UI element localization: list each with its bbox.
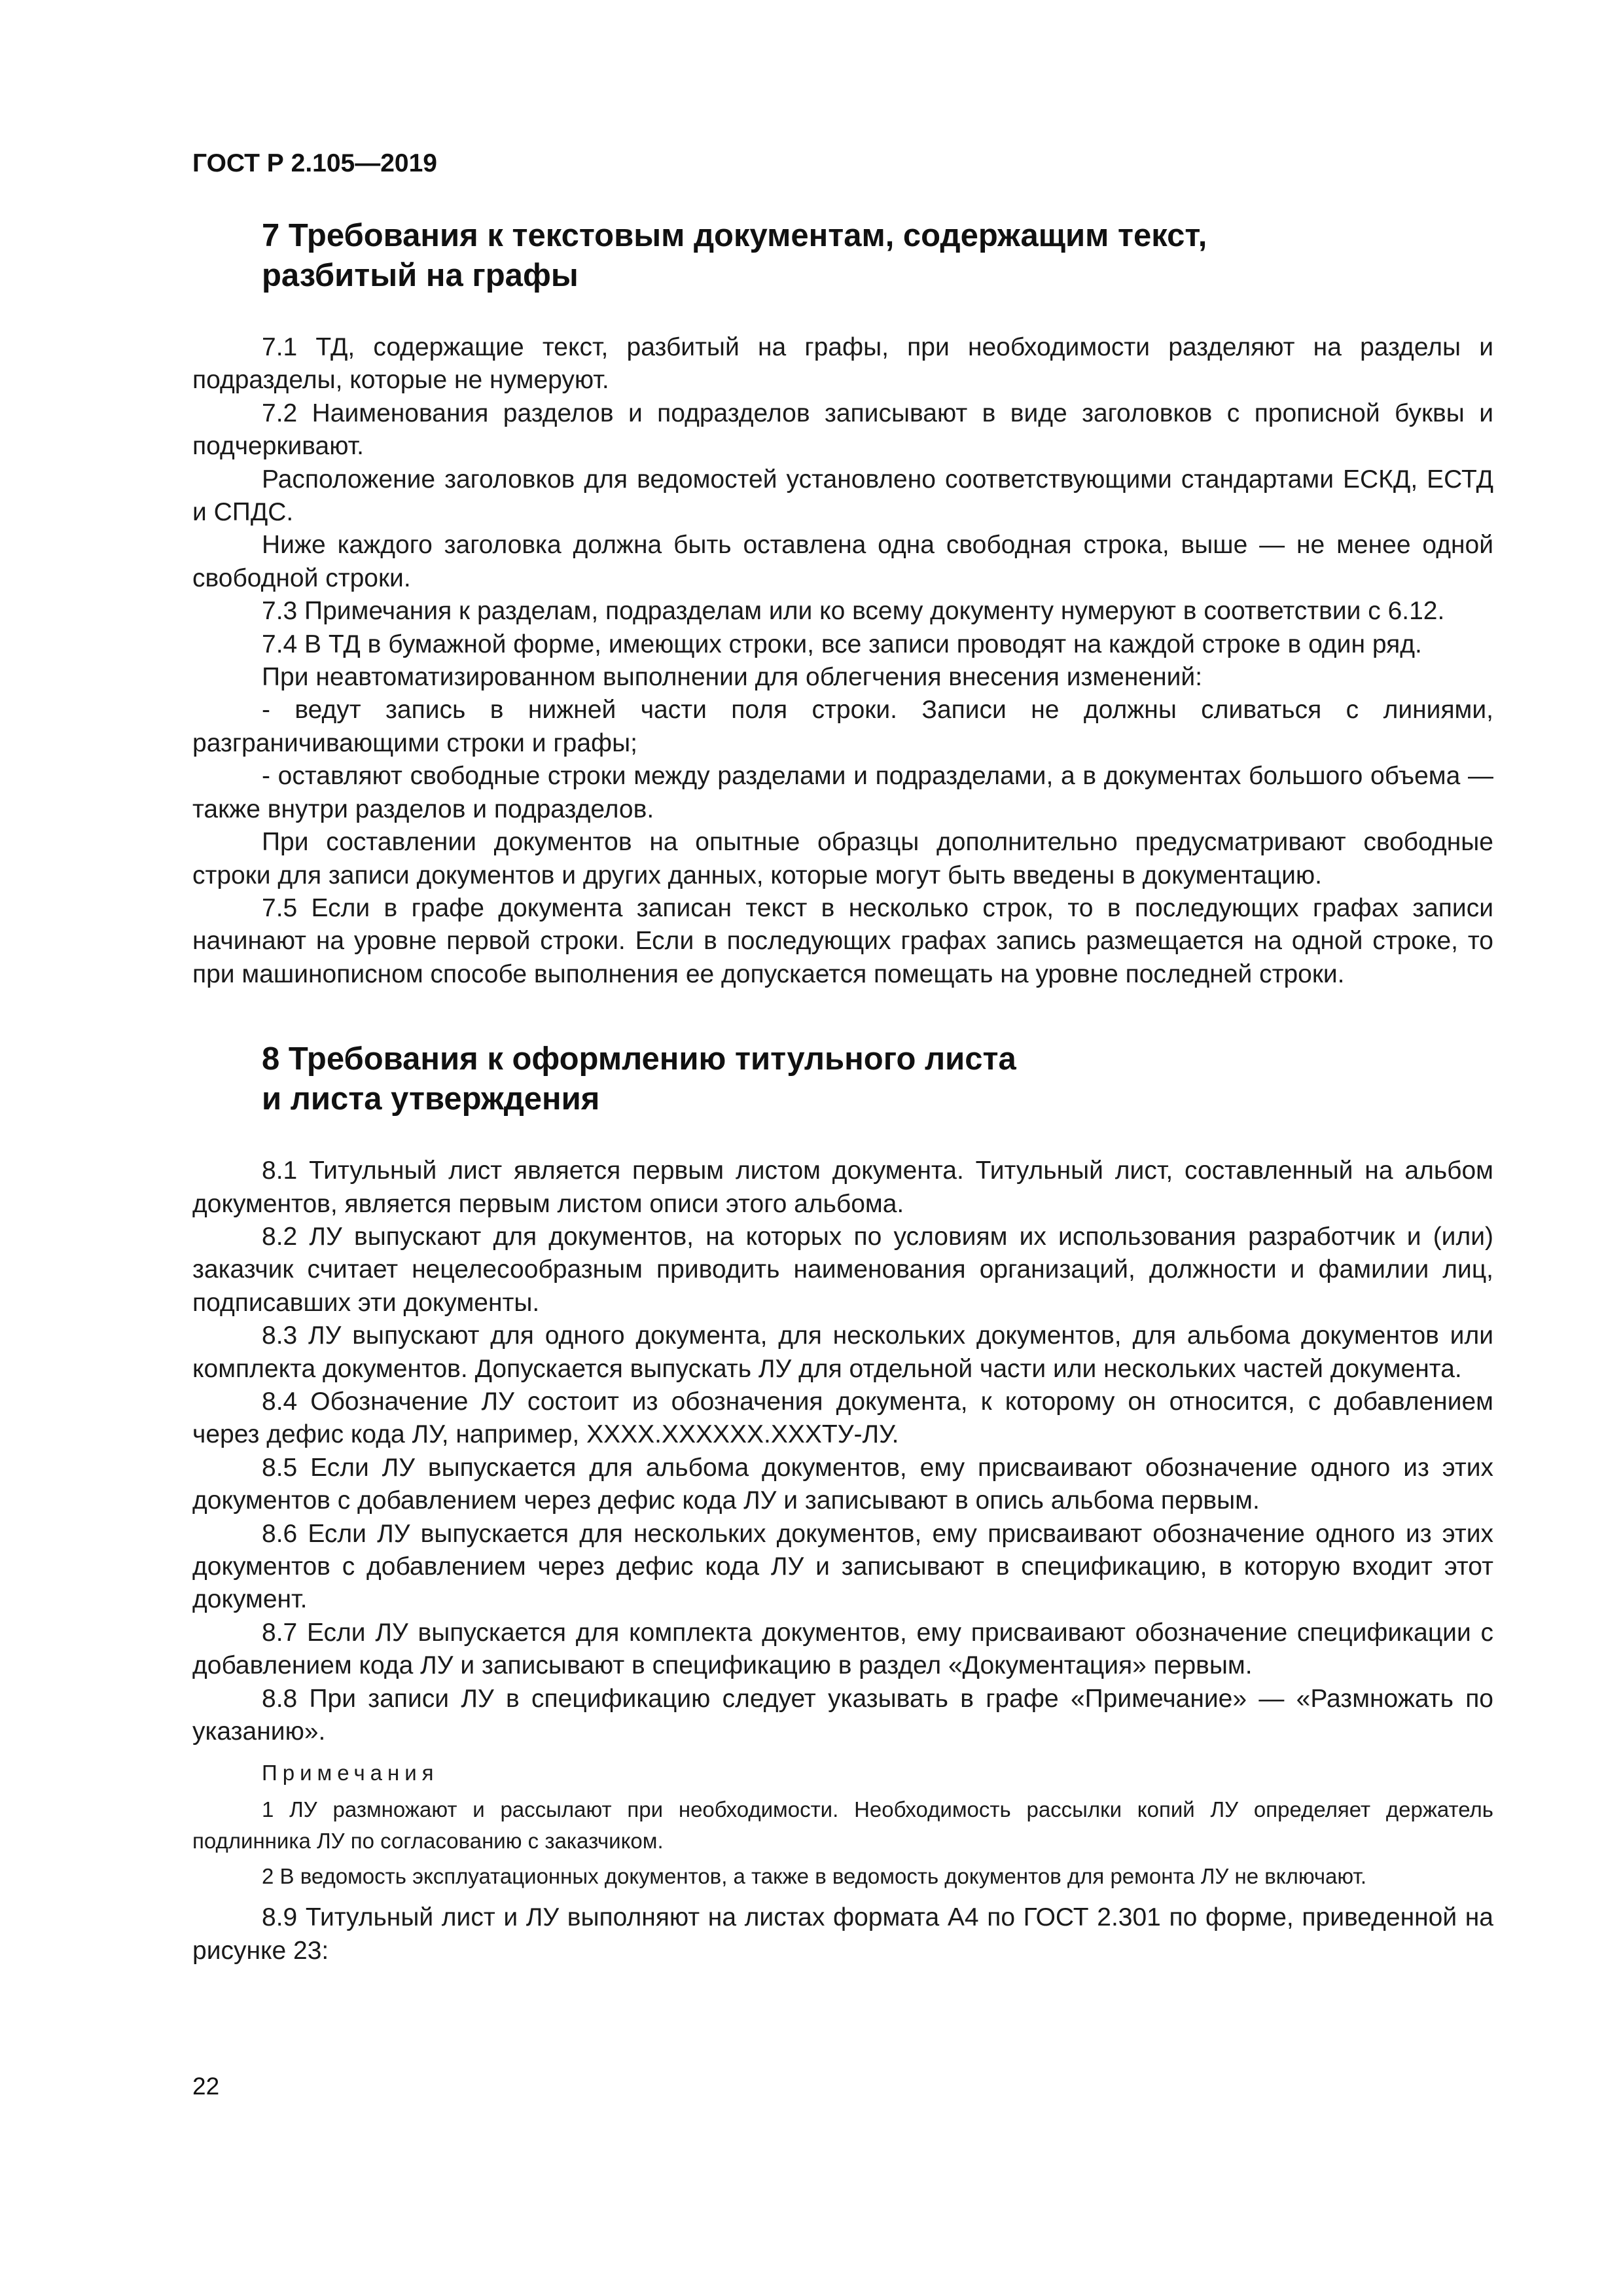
paragraph-8-8: 8.8 При записи ЛУ в спецификацию следует указывать в графе «Примечание» — «Размножать по указанию». [192, 1684, 1493, 1746]
list-item-bottom-entry: - ведут запись в нижней части поля строки. Записи не должны сливаться с линиями, разграничивающими строки и графы; [192, 696, 1493, 757]
paragraph-7-4: 7.4 В ТД в бумажной форме, имеющих строки, все записи проводят на каждой строке в один ряд. [262, 630, 1422, 658]
paragraph-8-7: 8.7 Если ЛУ выпускается для комплекта документов, ему присваивают обозначение спецификации с добавлением кода ЛУ и записывают в спецификацию в раздел «Документация» первым. [192, 1618, 1493, 1680]
section-8-heading-line-1: 8 Требования к оформлению титульного листа [262, 1041, 1016, 1077]
section-7-body [192, 331, 1493, 991]
paragraph-8-9: 8.9 Титульный лист и ЛУ выполняют на листах формата А4 по ГОСТ 2.301 по форме, приведенной на рисунке 23: [192, 1903, 1493, 1965]
paragraph-prototypes: При составлении документов на опытные образцы дополнительно предусматривают свободные строки для записи документов и других данных, которые могут быть введены в документацию. [192, 828, 1493, 889]
paragraph-8-5: 8.5 Если ЛУ выпускается для альбома документов, ему присваивают обозначение одного из этих документов с добавлением через дефис кода ЛУ и записывают в опись альбома первым. [192, 1453, 1493, 1515]
paragraph-8-1: 8.1 Титульный лист является первым листом документа. Титульный лист, составленный на альбом документов, является первым листом описи этого альбома. [192, 1157, 1493, 1218]
section-7-heading-line-1: 7 Требования к текстовым документам, содержащим текст, [262, 218, 1207, 253]
section-8-heading-line-2: и листа утверждения [262, 1081, 600, 1117]
section-7-heading-line-2: разбитый на графы [262, 258, 579, 293]
paragraph-headings-location: Расположение заголовков для ведомостей установлено соответствующими стандартами ЕСКД, ЕСТД и СПДС. [192, 465, 1493, 527]
paragraph-7-3: 7.3 Примечания к разделам, подразделам или ко всему документу нумеруют в соответствии с 6.12. [262, 597, 1445, 626]
note-item-2: 2 В ведомость эксплуатационных документов, а также в ведомость документов для ремонта ЛУ не включают. [262, 1864, 1367, 1889]
paragraph-manual-entry: При неавтоматизированном выполнении для облегчения внесения изменений: [262, 663, 1203, 692]
paragraph-7-5: 7.5 Если в графе документа записан текст в несколько строк, то в последующих графах записи начинают на уровне первой строки. Если в последующих графах запись размещается на одной строке, то при машинописном способе выполнения ее допускается помещать на уровне последней строки. [192, 893, 1493, 988]
paragraph-7-1: 7.1 ТД, содержащие текст, разбитый на графы, при необходимости разделяют на разделы и подразделы, которые не нумеруют. [192, 333, 1493, 395]
section-7-heading [262, 216, 1493, 296]
list-item-free-lines: - оставляют свободные строки между разделами и подразделами, а в документах большого объема — также внутри разделов и подразделов. [192, 762, 1493, 823]
paragraph-blank-lines: Ниже каждого заголовка должна быть оставлена одна свободная строка, выше — не менее одной свободной строки. [192, 531, 1493, 592]
page-content [192, 216, 1493, 1967]
paragraph-7-2: 7.2 Наименования разделов и подразделов записывают в виде заголовков с прописной буквы и подчеркивают. [192, 399, 1493, 461]
paragraph-8-4: 8.4 Обозначение ЛУ состоит из обозначения документа, к которому он относится, с добавлением через дефис кода ЛУ, например, XXXX.XXXXXX.XXXТУ-ЛУ. [192, 1387, 1493, 1449]
note-item-1: 1 ЛУ размножают и рассылают при необходимости. Необходимость рассылки копий ЛУ определяет держатель подлинника ЛУ по согласованию с заказчиком. [192, 1797, 1493, 1854]
section-8-body [192, 1155, 1493, 1967]
page-number: 22 [192, 2073, 220, 2100]
paragraph-8-6: 8.6 Если ЛУ выпускается для нескольких документов, ему присваивают обозначение одного из этих документов с добавлением через дефис кода ЛУ и записывают в спецификацию, в которую входит этот документ. [192, 1519, 1493, 1614]
section-8-heading [262, 1039, 1493, 1119]
standard-code-header: ГОСТ Р 2.105—2019 [192, 149, 437, 177]
paragraph-8-3: 8.3 ЛУ выпускают для одного документа, для нескольких документов, для альбома документов или комплекта документов. Допускается выпускать ЛУ для отдельной части или нескольких частей документа. [192, 1321, 1493, 1383]
paragraph-8-2: 8.2 ЛУ выпускают для документов, на которых по условиям их использования разработчик и (или) заказчик считает нецелесообразным приводить наименования организаций, должности и фамилии лиц, подписавших эти документы. [192, 1222, 1493, 1317]
notes-title: Примечания [262, 1761, 439, 1785]
notes-block [192, 1757, 1493, 1892]
